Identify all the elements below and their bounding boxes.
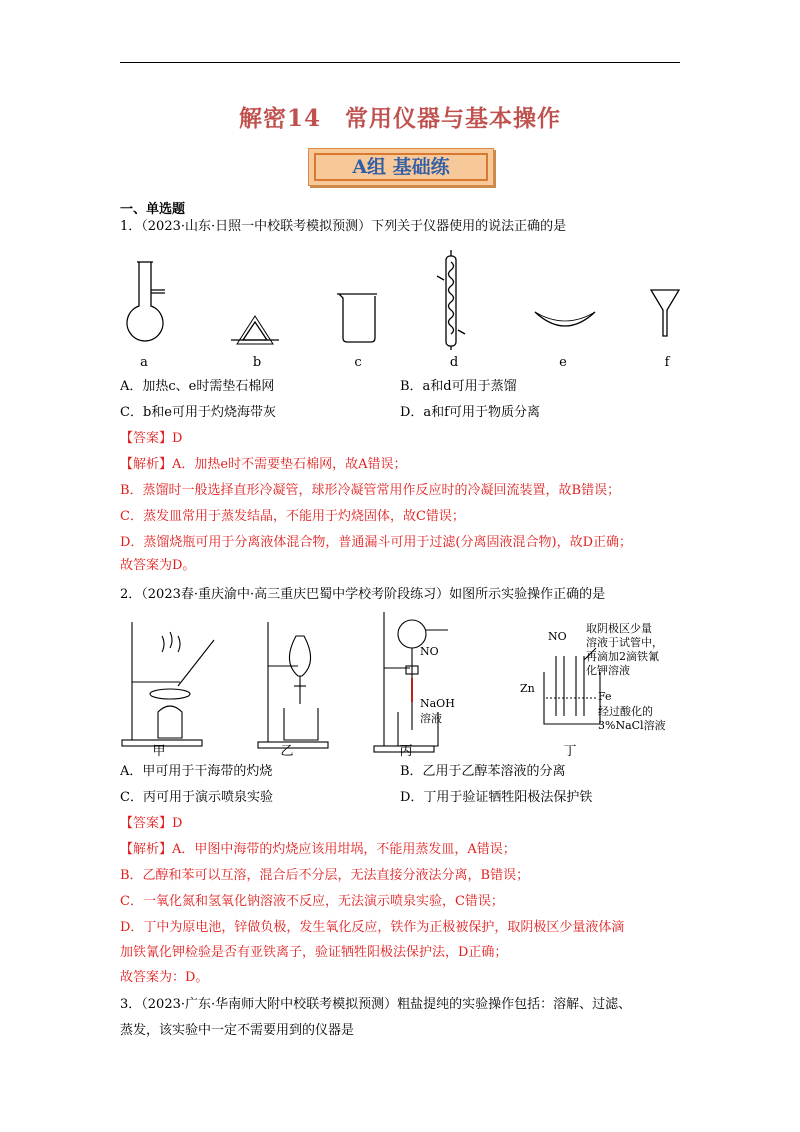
evaporating-dish-icon [535, 312, 595, 326]
q2-option-a: A．甲可用于干海带的灼烧 [120, 764, 273, 779]
q1-label-a: a [140, 355, 148, 370]
q1-stem: 1．（2023·山东·日照一中校联考模拟预测）下列关于仪器使用的说法正确的是 [120, 219, 567, 234]
burner-stand-icon [122, 622, 214, 746]
q1-analysis-line: D．蒸馏烧瓶可用于分离液体混合物，普通漏斗可用于过滤(分离固液混合物)，故D正确； [120, 535, 632, 550]
q1-analysis-line: 故答案为D。 [120, 558, 196, 573]
q1-label-e: e [559, 355, 567, 370]
q2-option-d: D．丁用于验证牺牲阳极法保护铁 [400, 790, 593, 805]
distillation-flask-icon [127, 262, 165, 341]
q1-analysis-line: C．蒸发皿常用于蒸发结晶，不能用于灼烧固体，故C错误； [120, 509, 465, 524]
page-title: 解密14 常用仪器与基本操作 [238, 105, 561, 132]
q2-label-yi: 乙 [280, 744, 294, 759]
q1-option-a: A．加热c、e时需垫石棉网 [120, 379, 275, 394]
group-label: A组 基础练 [314, 153, 488, 181]
q2-option-c: C．丙可用于演示喷泉实验 [120, 790, 273, 805]
q3-stem-line: 3．（2023·广东·华南师大附中校联考模拟预测）粗盐提纯的实验操作包括：溶解、过滤、 [120, 997, 632, 1012]
q2-fig-naoh-solution: 溶液 [420, 712, 442, 725]
section-heading: 一、单选题 [120, 202, 186, 217]
q2-label-bing: 丙 [399, 744, 413, 759]
q2-stem: 2．（2023春·重庆渝中·高三重庆巴蜀中学校考阶段练习）如图所示实验操作正确的是 [120, 587, 606, 602]
q2-analysis-line: 故答案为：D。 [120, 970, 209, 985]
q2-fig-ding-note: 再滴加2滴铁氰 [586, 650, 659, 663]
q2-label-jia: 甲 [152, 744, 166, 759]
q3-stem-line: 蒸发，该实验中一定不需要用到的仪器是 [120, 1023, 355, 1038]
beaker-icon [337, 294, 377, 342]
q2-analysis-line: 【解析】A．甲图中海带的灼烧应该用坩埚，不能用蒸发皿，A错误； [120, 842, 516, 857]
q2-label-ding: 丁 [563, 744, 577, 759]
top-rule [120, 62, 680, 63]
condenser-icon [437, 250, 465, 350]
q2-fig-no: NO [420, 645, 439, 658]
q2-fig-ding-note: 取阴极区少量 [586, 622, 652, 635]
q2-option-b: B．乙用于乙醇苯溶液的分离 [400, 764, 566, 779]
q2-fig-ding-note: 化钾溶液 [586, 664, 630, 677]
funnel-icon [651, 290, 679, 336]
q2-analysis-line: B．乙醇和苯可以互溶，混合后不分层，无法直接分液法分离，B错误； [120, 868, 530, 883]
q2-fig-zn: Zn [520, 682, 535, 695]
q1-option-b: B．a和d可用于蒸馏 [400, 379, 517, 394]
q1-option-c: C．b和e可用于灼烧海带灰 [120, 405, 276, 420]
q1-option-d: D．a和f可用于物质分离 [400, 405, 540, 420]
q2-analysis-line: 加铁氰化钾检验是否有亚铁离子，验证牺牲阳极法保护法，D正确； [120, 945, 508, 960]
q1-analysis-line: 【解析】A．加热e时不需要垫石棉网，故A错误； [120, 457, 407, 472]
q2-fig-acid: 经过酸化的 [598, 705, 653, 718]
q2-fig-ding-note: 溶液于试管中， [586, 636, 663, 649]
clay-triangle-icon [231, 316, 279, 344]
q1-analysis-line: B．蒸馏时一般选择直形冷凝管，球形冷凝管常用作反应时的冷凝回流装置，故B错误； [120, 483, 621, 498]
q1-answer: 【答案】D [120, 431, 183, 446]
q2-analysis-line: D．丁中为原电池，锌做负极，发生氧化反应，铁作为正极被保护，取阴极区少量液体滴 [120, 920, 625, 935]
q2-answer: 【答案】D [120, 816, 183, 831]
q2-fig-naoh: NaOH [420, 697, 455, 710]
q2-fig-fe: Fe [598, 690, 612, 703]
q2-analysis-line: C．一氧化氮和氢氧化钠溶液不反应，无法演示喷泉实验，C错误； [120, 894, 504, 909]
q1-label-f: f [664, 355, 670, 370]
q1-label-b: b [252, 355, 262, 370]
label-no: NO [548, 630, 567, 643]
group-banner [308, 148, 494, 186]
q1-label-c: c [354, 355, 362, 370]
q1-label-d: d [449, 355, 459, 370]
q2-fig-acid: 3%NaCl溶液 [598, 719, 666, 732]
q1-instruments-figure [115, 250, 685, 350]
separatory-funnel-icon [258, 622, 328, 748]
